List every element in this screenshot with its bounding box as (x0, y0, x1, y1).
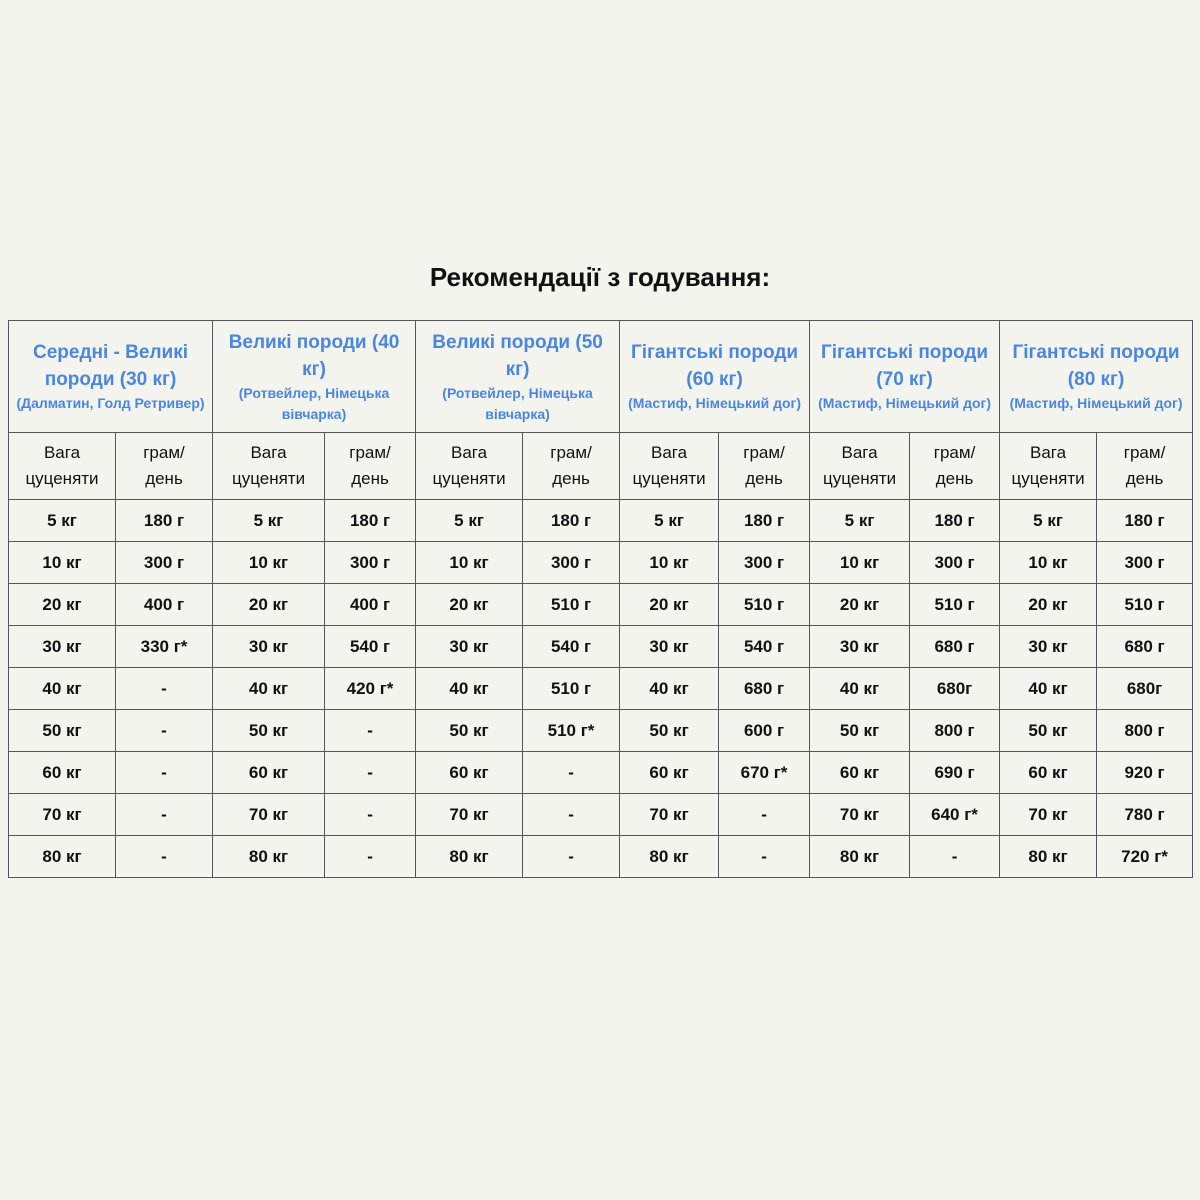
weight-cell: 5 кг (620, 500, 719, 542)
grams-cell: 400 г (325, 584, 416, 626)
weight-cell: 70 кг (213, 794, 325, 836)
breed-examples: (Мастиф, Німецький дог) (818, 395, 992, 411)
weight-cell: 60 кг (213, 752, 325, 794)
breed-header-row (9, 321, 1193, 433)
table-row (9, 542, 1193, 584)
weight-cell: 40 кг (810, 668, 910, 710)
weight-cell: 30 кг (213, 626, 325, 668)
grams-header-label: грам/ день (349, 443, 391, 488)
grams-cell: 180 г (325, 500, 416, 542)
table-row (9, 836, 1193, 878)
grams-cell: 680 г (719, 668, 810, 710)
table-row (9, 794, 1193, 836)
grams-cell: - (325, 752, 416, 794)
table-row (9, 626, 1193, 668)
grams-cell: 180 г (116, 500, 213, 542)
grams-header-label: грам/ день (743, 443, 785, 488)
weight-cell: 80 кг (1000, 836, 1097, 878)
weight-cell: 30 кг (1000, 626, 1097, 668)
grams-cell: 680 г (1097, 626, 1193, 668)
weight-cell: 50 кг (9, 710, 116, 752)
weight-header-label: Вага цуценяти (25, 443, 99, 488)
weight-header (9, 433, 116, 500)
feeding-table (8, 320, 1193, 878)
weight-cell: 60 кг (9, 752, 116, 794)
weight-cell: 50 кг (1000, 710, 1097, 752)
weight-cell: 50 кг (213, 710, 325, 752)
grams-cell: 300 г (523, 542, 620, 584)
breed-name: Гігантські породи (80 кг) (1012, 342, 1180, 390)
weight-cell: 10 кг (620, 542, 719, 584)
grams-cell: 780 г (1097, 794, 1193, 836)
weight-header-label: Вага цуценяти (432, 443, 506, 488)
grams-cell: - (523, 752, 620, 794)
breed-examples: (Мастиф, Німецький дог) (1009, 395, 1183, 411)
grams-cell: - (910, 836, 1000, 878)
weight-cell: 20 кг (810, 584, 910, 626)
weight-cell: 30 кг (416, 626, 523, 668)
grams-cell: 180 г (523, 500, 620, 542)
weight-cell: 20 кг (416, 584, 523, 626)
grams-cell: 510 г (523, 584, 620, 626)
grams-cell: 640 г* (910, 794, 1000, 836)
weight-cell: 40 кг (620, 668, 719, 710)
grams-cell: 300 г (116, 542, 213, 584)
grams-cell: 420 г* (325, 668, 416, 710)
weight-cell: 40 кг (213, 668, 325, 710)
grams-header (719, 433, 810, 500)
weight-cell: 40 кг (9, 668, 116, 710)
grams-cell: 510 г (1097, 584, 1193, 626)
weight-header (213, 433, 325, 500)
weight-cell: 60 кг (620, 752, 719, 794)
grams-cell: 400 г (116, 584, 213, 626)
weight-cell: 20 кг (1000, 584, 1097, 626)
weight-header-label: Вага цуценяти (822, 443, 897, 488)
weight-cell: 5 кг (213, 500, 325, 542)
grams-cell: 510 г (523, 668, 620, 710)
subheader-row (9, 433, 1193, 500)
weight-cell: 60 кг (1000, 752, 1097, 794)
weight-cell: 60 кг (416, 752, 523, 794)
grams-cell: 920 г (1097, 752, 1193, 794)
weight-cell: 60 кг (810, 752, 910, 794)
weight-cell: 70 кг (620, 794, 719, 836)
weight-cell: 30 кг (9, 626, 116, 668)
grams-cell: - (719, 794, 810, 836)
grams-header (910, 433, 1000, 500)
grams-cell: 330 г* (116, 626, 213, 668)
grams-cell: - (116, 668, 213, 710)
grams-cell: 680г (1097, 668, 1193, 710)
breed-header-30kg (9, 321, 213, 433)
grams-cell: 540 г (719, 626, 810, 668)
weight-cell: 50 кг (416, 710, 523, 752)
grams-cell: - (325, 794, 416, 836)
weight-cell: 5 кг (1000, 500, 1097, 542)
grams-cell: 680 г (910, 626, 1000, 668)
grams-cell: 510 г (719, 584, 810, 626)
grams-cell: - (523, 794, 620, 836)
grams-cell: 180 г (910, 500, 1000, 542)
grams-header-label: грам/ день (933, 443, 976, 488)
breed-examples: (Мастиф, Німецький дог) (628, 395, 802, 411)
weight-cell: 70 кг (1000, 794, 1097, 836)
weight-cell: 5 кг (810, 500, 910, 542)
table-row (9, 668, 1193, 710)
weight-header-label: Вага цуценяти (231, 443, 306, 488)
weight-header (1000, 433, 1097, 500)
weight-cell: 5 кг (416, 500, 523, 542)
weight-cell: 20 кг (620, 584, 719, 626)
grams-cell: - (325, 836, 416, 878)
weight-cell: 80 кг (9, 836, 116, 878)
grams-cell: 300 г (910, 542, 1000, 584)
weight-cell: 10 кг (810, 542, 910, 584)
table-row (9, 710, 1193, 752)
breed-name: Великі породи (50 кг) (432, 331, 603, 380)
breed-examples: (Ротвейлер, Німецька вівчарка) (238, 384, 390, 422)
weight-cell: 50 кг (810, 710, 910, 752)
weight-header (620, 433, 719, 500)
grams-cell: 540 г (325, 626, 416, 668)
breed-examples: (Далматин, Голд Ретривер) (16, 395, 205, 411)
weight-cell: 40 кг (1000, 668, 1097, 710)
grams-cell: 800 г (1097, 710, 1193, 752)
weight-header-label: Вага цуценяти (632, 443, 706, 488)
weight-header (416, 433, 523, 500)
grams-cell: 300 г (719, 542, 810, 584)
grams-cell: 180 г (719, 500, 810, 542)
breed-header-70kg (810, 321, 1000, 433)
grams-header-label: грам/ день (550, 443, 592, 488)
table-row (9, 584, 1193, 626)
breed-header-80kg (1000, 321, 1193, 433)
grams-cell: 720 г* (1097, 836, 1193, 878)
breed-examples: (Ротвейлер, Німецька вівчарка) (442, 384, 593, 422)
grams-cell: 510 г (910, 584, 1000, 626)
grams-cell: - (116, 794, 213, 836)
weight-cell: 10 кг (213, 542, 325, 584)
grams-cell: - (116, 710, 213, 752)
weight-cell: 80 кг (810, 836, 910, 878)
breed-header-60kg (620, 321, 810, 433)
grams-header (116, 433, 213, 500)
page-title: Рекомендації з годування: (429, 262, 771, 292)
weight-cell: 80 кг (416, 836, 523, 878)
table-row (9, 500, 1193, 542)
grams-cell: 300 г (1097, 542, 1193, 584)
table-row (9, 752, 1193, 794)
breed-name: Великі породи (40 кг) (228, 331, 400, 380)
grams-cell: 180 г (1097, 500, 1193, 542)
weight-cell: 70 кг (416, 794, 523, 836)
grams-cell: 800 г (910, 710, 1000, 752)
weight-cell: 40 кг (416, 668, 523, 710)
weight-header-label: Вага цуценяти (1011, 443, 1085, 488)
weight-cell: 20 кг (9, 584, 116, 626)
breed-name: Середні - Великі породи (30 кг) (33, 342, 188, 390)
weight-cell: 30 кг (620, 626, 719, 668)
weight-cell: 70 кг (9, 794, 116, 836)
grams-cell: 600 г (719, 710, 810, 752)
weight-header (810, 433, 910, 500)
grams-cell: 300 г (325, 542, 416, 584)
weight-cell: 70 кг (810, 794, 910, 836)
weight-cell: 5 кг (9, 500, 116, 542)
grams-cell: - (116, 752, 213, 794)
grams-header (325, 433, 416, 500)
grams-cell: 510 г* (523, 710, 620, 752)
grams-header-label: грам/ день (1123, 443, 1166, 488)
weight-cell: 10 кг (1000, 542, 1097, 584)
weight-cell: 30 кг (810, 626, 910, 668)
grams-cell: 670 г* (719, 752, 810, 794)
breed-name: Гігантські породи (60 кг) (630, 342, 799, 390)
weight-cell: 80 кг (620, 836, 719, 878)
breed-name: Гігантські породи (70 кг) (820, 342, 989, 390)
weight-cell: 50 кг (620, 710, 719, 752)
weight-cell: 20 кг (213, 584, 325, 626)
grams-header-label: грам/ день (143, 443, 185, 488)
breed-header-50kg (416, 321, 620, 433)
weight-cell: 80 кг (213, 836, 325, 878)
grams-cell: - (719, 836, 810, 878)
grams-cell: 690 г (910, 752, 1000, 794)
grams-cell: 680г (910, 668, 1000, 710)
weight-cell: 10 кг (416, 542, 523, 584)
table-body (9, 433, 1193, 878)
breed-header-40kg (213, 321, 416, 433)
grams-cell: - (325, 710, 416, 752)
grams-header (523, 433, 620, 500)
weight-cell: 10 кг (9, 542, 116, 584)
grams-header (1097, 433, 1193, 500)
grams-cell: - (523, 836, 620, 878)
grams-cell: 540 г (523, 626, 620, 668)
grams-cell: - (116, 836, 213, 878)
